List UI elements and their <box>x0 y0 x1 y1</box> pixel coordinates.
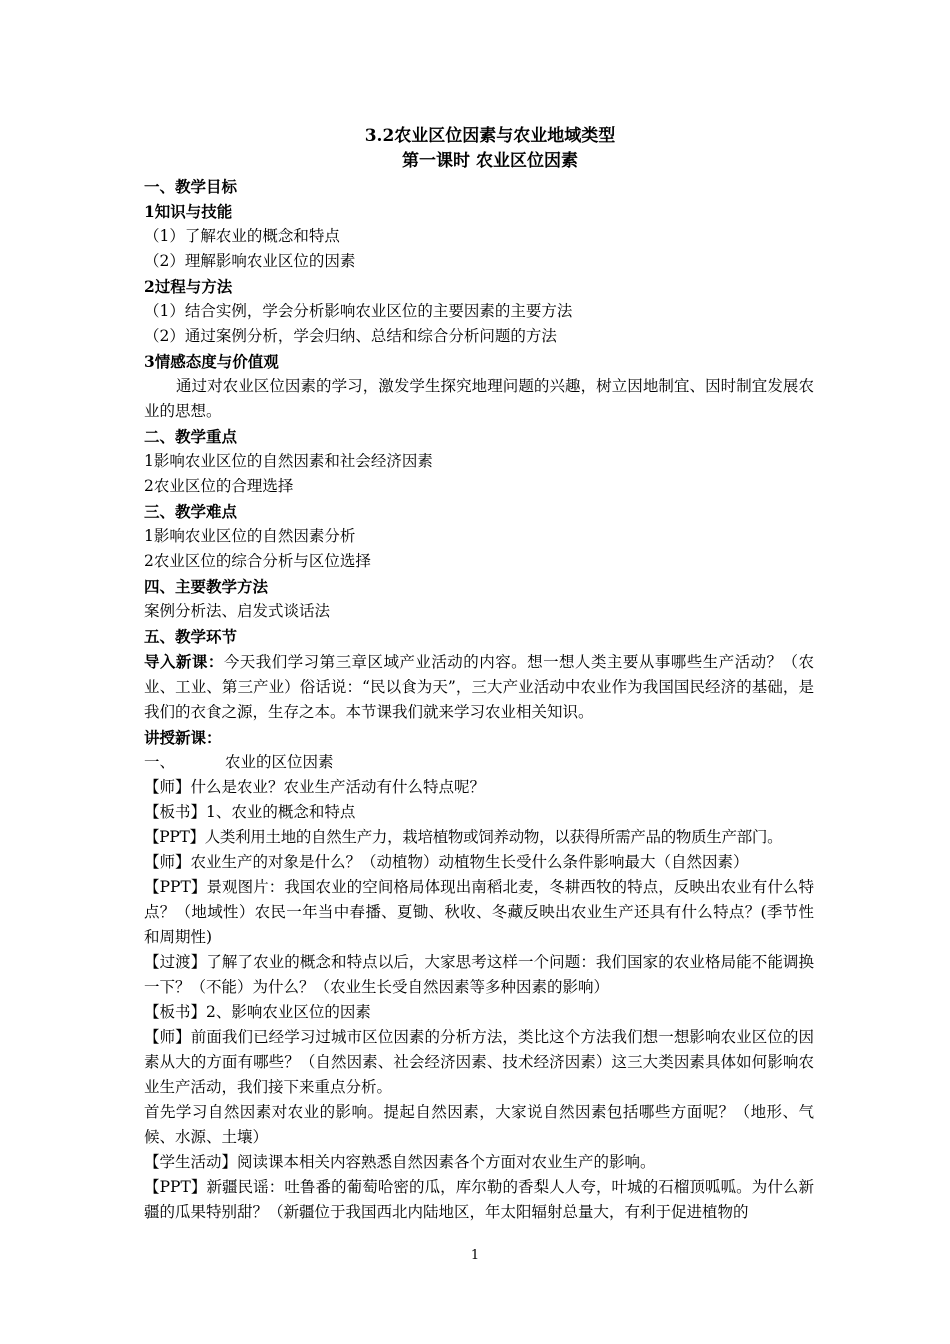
list-item: （2）通过案例分析，学会归纳、总结和综合分析问题的方法 <box>144 327 557 345</box>
list-item: （1）了解农业的概念和特点 <box>144 227 340 245</box>
paragraph: 首先学习自然因素对农业的影响。提起自然因素，大家说自然因素包括哪些方面呢？（地形、气候、水源、土壤） <box>144 1103 814 1146</box>
paragraph-intro <box>144 649 814 725</box>
list-item: 1影响农业区位的自然因素分析 <box>144 527 356 545</box>
paragraph: 【板书】1、农业的概念和特点 <box>144 803 356 821</box>
paragraph: 【板书】2、影响农业区位的因素 <box>144 1003 371 1021</box>
paragraph: 【PPT】新疆民谣：吐鲁番的葡萄哈密的瓜，库尔勒的香梨人人夸，叶城的石榴顶呱呱。为什么新疆的瓜果特别甜？（新疆位于我国西北内陆地区，年太阳辐射总量大，有利于促进植物的 <box>144 1178 814 1221</box>
section-heading-methods: 四、主要教学方法 <box>144 577 269 596</box>
subsection-heading-knowledge: 1知识与技能 <box>144 202 233 221</box>
lecture-item-text: 农业的区位因素 <box>225 753 334 771</box>
subsection-heading-attitude: 3情感态度与价值观 <box>144 352 279 371</box>
section-heading-difficulties: 三、教学难点 <box>144 502 238 521</box>
paragraph: 【师】前面我们已经学习过城市区位因素的分析方法，类比这个方法我们想一想影响农业区位的因素从大的方面有哪些？（自然因素、社会经济因素、技术经济因素）这三大类因素具体如何影响农业生产活动，我们接下来重点分析。 <box>144 1028 814 1096</box>
paragraph <box>144 750 814 775</box>
section-heading-key-points: 二、教学重点 <box>144 427 238 446</box>
list-item: 2农业区位的合理选择 <box>144 477 294 495</box>
document-body <box>144 124 814 1225</box>
lecture-item-number: 一、 <box>144 753 176 771</box>
intro-label: 导入新课： <box>144 652 224 671</box>
page-number: 1 <box>470 1248 480 1263</box>
paragraph: 通过对农业区位因素的学习，激发学生探究地理问题的兴趣，树立因地制宜、因时制宜发展农业的思想。 <box>144 377 814 420</box>
intro-text: 今天我们学习第三章区域产业活动的内容。想一想人类主要从事哪些生产活动？（农业、工业、第三产业）俗话说：“民以食为天”，三大产业活动中农业作为我国国民经济的基础，是我们的衣食之源，生存之本。本节课我们就来学习农业相关知识。 <box>144 653 814 721</box>
paragraph: 【过渡】了解了农业的概念和特点以后，大家思考这样一个问题：我们国家的农业格局能不能调换一下？（不能）为什么？（农业生长受自然因素等多种因素的影响） <box>144 953 814 996</box>
paragraph: 【PPT】人类利用土地的自然生产力，栽培植物或饲养动物，以获得所需产品的物质生产部门。 <box>144 828 783 846</box>
paragraph: 【师】什么是农业？农业生产活动有什么特点呢？ <box>144 778 486 796</box>
paragraph: 案例分析法、启发式谈话法 <box>144 602 331 620</box>
document-subtitle: 第一课时 农业区位因素 <box>402 151 578 171</box>
paragraph: 【PPT】景观图片：我国农业的空间格局体现出南稻北麦，冬耕西牧的特点，反映出农业有什么特点？（地域性）农民一年当中春播、夏锄、秋收、冬藏反映出农业生产还具有什么特点？(季节性和周期性) <box>144 878 814 946</box>
section-heading-procedure: 五、教学环节 <box>144 627 238 646</box>
list-item: 1影响农业区位的自然因素和社会经济因素 <box>144 452 433 470</box>
lecture-heading: 讲授新课： <box>144 728 222 747</box>
list-item: （2）理解影响农业区位的因素 <box>144 252 356 270</box>
paragraph: 【师】农业生产的对象是什么？（动植物）动植物生长受什么条件影响最大（自然因素） <box>144 853 749 871</box>
document-title: 3.2农业区位因素与农业地域类型 <box>364 126 616 146</box>
paragraph: 【学生活动】阅读课本相关内容熟悉自然因素各个方面对农业生产的影响。 <box>144 1153 656 1171</box>
list-item: 2农业区位的综合分析与区位选择 <box>144 552 371 570</box>
subsection-heading-process: 2过程与方法 <box>144 277 233 296</box>
list-item: （1）结合实例，学会分析影响农业区位的主要因素的主要方法 <box>144 302 573 320</box>
section-heading-objectives: 一、教学目标 <box>144 177 238 196</box>
